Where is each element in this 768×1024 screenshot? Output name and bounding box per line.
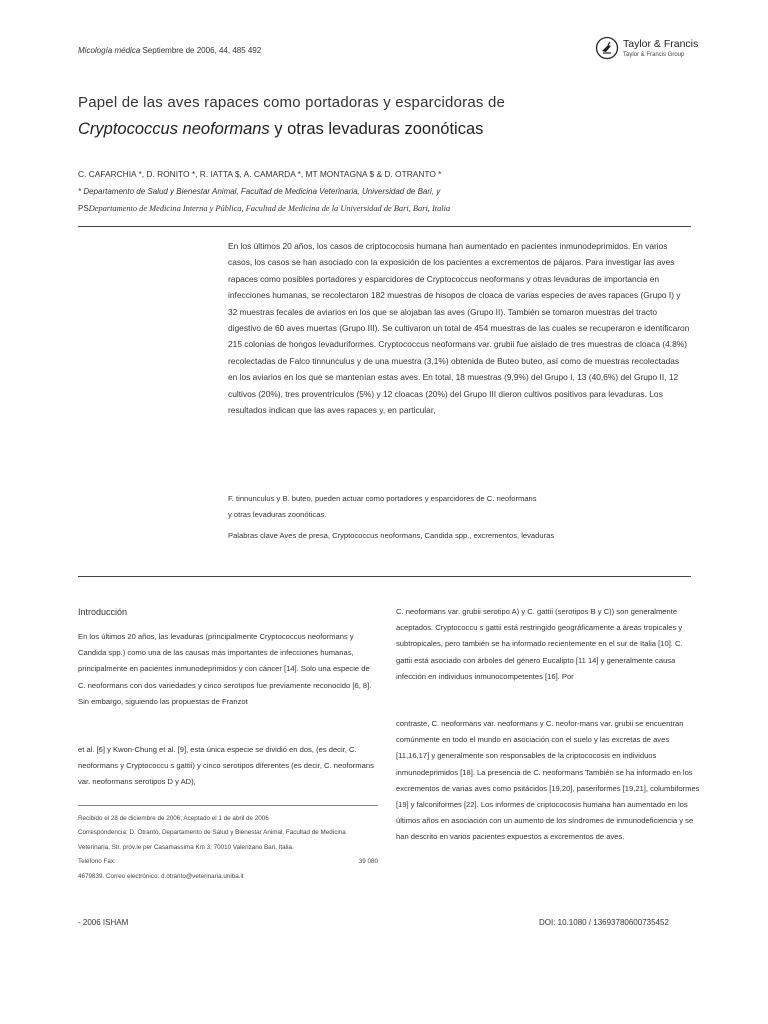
footnote-received: Recibido el 28 de diciembre de 2006; Aceptado el 1 de abril de 2006 bbox=[78, 815, 269, 822]
footer-copyright: - 2006 ISHAM bbox=[78, 918, 129, 927]
publisher-group: Taylor & Francis Group bbox=[623, 52, 685, 58]
publisher-name: Taylor & Francis bbox=[623, 38, 699, 50]
publisher-logo bbox=[595, 36, 705, 64]
footnote-phone-row bbox=[78, 855, 378, 869]
title-rest: y otras levaduras zoonóticas bbox=[269, 120, 484, 138]
taylor-francis-scholar-lamp-icon bbox=[595, 36, 619, 60]
footnote-phone-label: Teléfono Fax: bbox=[78, 858, 116, 866]
article-title-line2 bbox=[78, 120, 483, 139]
divider-middle bbox=[78, 576, 691, 577]
download-sidenote bbox=[744, 296, 754, 648]
journal-citation bbox=[78, 46, 261, 55]
divider-top bbox=[78, 226, 691, 227]
footnote-email: 4679839. Correo electrónico: d.otranto@veterinaria.uniba.it bbox=[78, 872, 244, 880]
footnote-divider bbox=[78, 805, 378, 806]
title-species: Cryptococcus neoformans bbox=[78, 120, 270, 138]
intro-right-paragraph-2: contraste, C. neoformans var. neoformans y C. neofor-mans var. grubii se encuentran comúnmente en todo el mundo en asociación con el suelo y las excretas de aves [11,16,17] y generalmente son responsables de la criptococosis en individuos inmunodeprimidos [18]. La presencia de C. neoformans También se ha informado en los excrementos de varias aves como psitácidos [19,20], paseriformes [19,21], columbiformes [19] y falconiformes [22]. Los informes de criptococosis humana han aumentado en los últimos años en asociación con un aumento de los síndromes de inmunodeficiencia y se han descrito en varios pacientes expuestos a excrementos de aves. bbox=[396, 719, 700, 842]
keywords: Palabras clave Aves de presa, Cryptococcus neoformans, Candida spp., excrementos, levaduras bbox=[228, 531, 555, 540]
affiliation-2-text: Departamento de Medicina Interna y Pública, Facultad de Medicina de la Universidad de Bari, Bari, Italia bbox=[88, 204, 451, 213]
footnote bbox=[78, 812, 378, 884]
section-heading-introduction: Introducción bbox=[78, 607, 128, 617]
journal-name: Micología médica bbox=[78, 46, 141, 55]
journal-info: Septiembre de 2006, 44, 485 492 bbox=[140, 46, 262, 55]
footer-doi: DOI: 10.1080 / 13693780600735452 bbox=[539, 918, 669, 927]
abstract: En los últimos 20 años, los casos de criptococosis humana han aumentado en pacientes inmunodeprimidos. En varios casos, los casos se han asociado con la exposición de los pacientes a excrementos de pájaros. Para investigar las aves rapaces como posibles portadores y esparcidores de Cryptococcus neoformans y otras levaduras de importancia en infecciones humanas, se recolectaron 182 muestras de hisopos de cloaca de varias especies de aves rapaces (Grupo I) y 32 muestras fecales de aviarios en los que se alojaban las aves (Grupo II). También se tomaron muestras del tracto digestivo de 60 aves muertas (Grupo III). Se cultivaron un total de 454 muestras de las cuales se recuperaron e identificaron 215 colonias de hongos levaduriformes. Cryptococcus neoformans var. grubii fue aislado de tres muestras de cloaca (4.8%) recolectadas de Falco tinnunculus y de una muestra (3,1%) obtenida de Buteo buteo, así como de muestras recolectadas en los aviarios en los que se mantenían estas aves. En total, 18 muestras (9,9%) del Grupo I, 13 (40,6%) del Grupo II, 12 cultivos (20%), tres proventrículos (5%) y 12 cloacas (20%) del Grupo III dieron cultivos positivos para levaduras. Los resultados indican que las aves rapaces y, en particular, bbox=[228, 241, 690, 416]
abstract-continuation-line2: y otras levaduras zoonóticas. bbox=[228, 510, 327, 519]
article-title-line1: Papel de las aves rapaces como portadoras y esparcidoras de bbox=[78, 94, 506, 111]
author-list: C. CAFARCHIA *, D. RONITO *, R. IATTA $, A. CAMARDA *, MT MONTAGNA $ & D. OTRANTO * bbox=[78, 169, 442, 179]
intro-right-paragraph-1: C. neoformans var. grubii serotipo A) y C. gattii (serotipos B y C)) son generalmente aceptados. Cryptococcu s gattii está restringido geográficamente a áreas tropicales y subtropicales, pero también se ha informado recientemente en el sur de Italia [10]. C. gattii está asociado con árboles del género Eucalipto [11 14] y generalmente causa infección en individuos inmunocompetentes [16]. Por bbox=[396, 607, 683, 681]
affiliation-1: * Departamento de Salud y Bienestar Animal, Facultad de Medicina Veterinaria, Universidad de Bari, y bbox=[78, 187, 441, 196]
intro-left-paragraph-2: et al. [6] y Kwon-Chung et al. [9], esta única especie se dividió en dos, (es decir, C. neoformans y Cryptococcu s gattii) y cinco serotipos diferentes (es decir, C. neoformans var. neoformans serotipos D y AD), bbox=[78, 745, 374, 787]
affiliation-2-prefix: PS bbox=[78, 204, 89, 213]
abstract-continuation-line1: F. tinnunculus y B. buteo, pueden actuar como portadores y esparcidores de C. neoformans bbox=[228, 494, 537, 503]
footnote-correspondence: Correspondencia: D. Otranto, Departamento de Salud y Bienestar Animal, Facultad de Medicina Veterinaria, Str. prov.le per Casamassima Km 3, 70010 Valenzano Bari, Italia. bbox=[78, 829, 346, 851]
affiliation-2 bbox=[78, 204, 450, 213]
intro-left-paragraph-1: En los últimos 20 años, las levaduras (principalmente Cryptococcus neoformans y Candida spp.) como una de las causas más importantes de infecciones humanas, principalmente en pacientes inmunodeprimidos y con cáncer [14]. Solo una especie de C. neoformans con dos variedades y cinco serotipos fue previamente reconocido [6, 8]. Sin embargo, siguiendo las propuestas de Franzot bbox=[78, 632, 372, 706]
abstract-continuation bbox=[228, 491, 690, 523]
footnote-phone-value: 39 080 bbox=[358, 858, 378, 866]
